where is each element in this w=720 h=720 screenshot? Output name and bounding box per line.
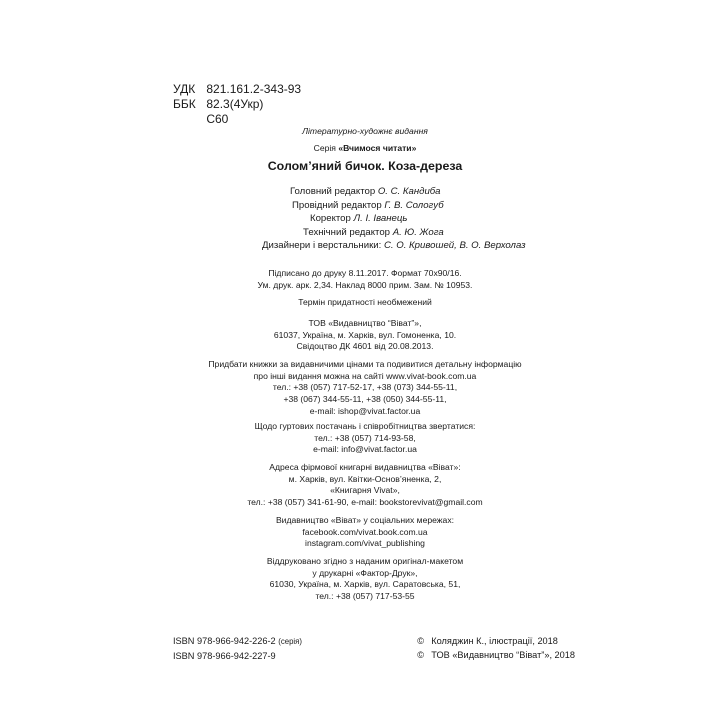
print-info-line: Ум. друк. арк. 2,34. Наклад 8000 прим. Зам. № 10953. [257,279,473,290]
udk-label: УДК [173,82,196,96]
printer-line: 61030, Україна, м. Харків, вул. Саратовська, 51, [269,579,461,590]
buy-info-line: e-mail: ishop@vivat.factor.ua [309,405,421,416]
editor-role: Дизайнери і верстальники: [262,240,382,251]
isbn-line [173,649,302,664]
bbk-value: 82.3(4Укр) [206,97,264,111]
social-line: Видавництво «Віват» у соціальних мережах: [275,515,455,525]
author-code: С60 [206,112,229,126]
editor-role: Провідний редактор [292,199,382,211]
print-info-line: Підписано до друку 8.11.2017. Формат 70х90/16. [268,268,462,278]
editor-line [255,185,526,199]
bbk-label: ББК [173,97,196,111]
social-link-facebook: facebook.com/vivat.book.com.ua [302,526,428,537]
isbn-line [173,634,302,649]
publisher-line: ТОВ «Видавництво “Віват”», [308,318,422,328]
classification-block [173,82,301,127]
editor-line [255,226,526,240]
series-line [150,143,580,153]
wholesale-line: Щодо гуртових постачань і співробітництва звертатися: [254,421,476,431]
buy-info [150,359,580,418]
buy-info-line: Придбати книжки за видавничими цінами та подивитися детальну інформацію [208,359,522,369]
editor-role: Коректор [310,213,351,224]
genre-label: Літературно-художнє видання [302,126,428,136]
store-info [150,462,580,509]
editor-name: А. Ю. Жога [392,226,444,238]
printer-line: у друкарні «Фактор-Друк», [312,567,418,578]
store-line: м. Харків, вул. Квітки-Основ’яненка, 2, [288,473,442,484]
isbn-note: (серія) [278,637,302,646]
udk-value: 821.161.2-343-93 [206,82,302,96]
wholesale-info [150,421,580,456]
editor-name: О. С. Кандиба [377,186,441,197]
author-code-row [173,112,301,127]
bbk-row [173,97,301,112]
buy-info-line: про інші видання можна на сайті www.vivat-book.com.ua [253,370,477,381]
copyright-line [417,634,575,648]
print-info [150,268,580,291]
editor-role: Головний редактор [290,186,376,197]
book-title: Солом’яний бичок. Коза-дереза [267,159,463,173]
series-name: «Вчимося читати» [338,143,417,153]
editor-line [255,199,526,213]
wholesale-line: e-mail: info@vivat.factor.ua [313,444,417,455]
store-line: Адреса фірмової книгарні видавництва «Віват»: [269,462,461,472]
editors-block [255,185,526,253]
copyright-symbol: © [417,636,425,646]
publisher-info [150,318,580,353]
isbn-value: ISBN 978-966-942-226-2 [173,636,276,646]
editor-line [255,212,526,226]
series-prefix: Серія [313,143,336,153]
buy-info-line: +38 (067) 344-55-11, +38 (050) 344-55-11, [283,394,447,405]
buy-info-line: тел.: +38 (057) 717-52-17, +38 (073) 344-55-11, [272,382,458,393]
editor-role: Технічний редактор [303,226,391,238]
copyright-text: ТОВ «Видавництво “Віват”», 2018 [431,650,575,660]
wholesale-line: тел.: +38 (057) 714-93-58, [314,432,416,443]
store-line: «Книгарня Vivat», [330,485,400,496]
social-info [150,515,580,550]
copyright-line [417,648,575,662]
shelf-life: Термін придатності необмежений [298,297,432,307]
udk-row [173,82,301,97]
printer-line: Віддруковано згідно з наданим оригінал-макетом [266,556,464,566]
publisher-line: Свідоцтво ДК 4601 від 20.08.2013. [296,341,434,352]
editor-name: Г. В. Сологуб [384,199,444,211]
editor-line [255,239,526,253]
isbn-value: ISBN 978-966-942-227-9 [173,651,276,661]
copyright-block [417,634,575,662]
copyright-symbol: © [417,650,425,660]
social-link-instagram: instagram.com/vivat_publishing [305,538,425,549]
printer-line: тел.: +38 (057) 717-53-55 [315,591,415,602]
publisher-line: 61037, Україна, м. Харків, вул. Гомоненка, 10. [273,329,457,340]
printer-info [150,556,580,603]
isbn-block [173,634,302,664]
editor-name: С. О. Кривошей, В. О. Верхолаз [383,240,526,251]
copyright-text: Коляджин К., ілюстрації, 2018 [431,636,558,646]
editor-name: Л. І. Іванець [353,213,408,224]
store-line: тел.: +38 (057) 341-61-90, e-mail: bookstorevivat@gmail.com [247,497,483,508]
